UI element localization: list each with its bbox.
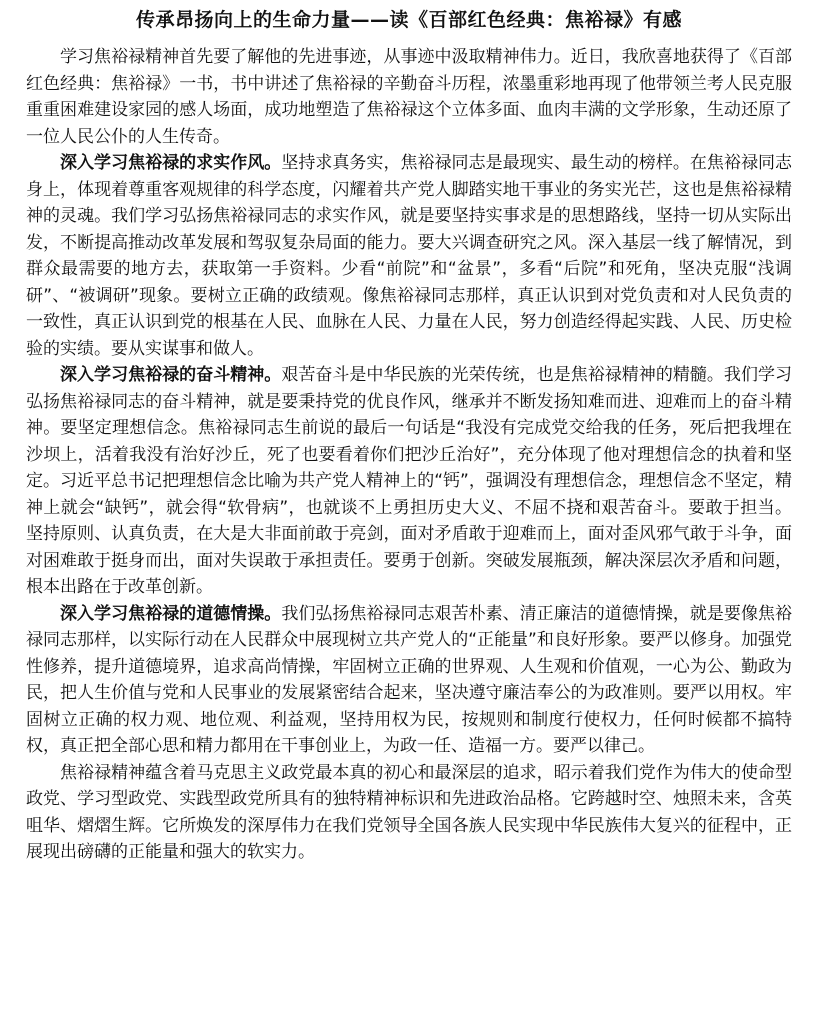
paragraph-body-moral-integrity: 我们弘扬焦裕禄同志艰苦朴素、清正廉洁的道德情操，就是要像焦裕禄同志那样，以实际行动在人民群众中展现树立共产党人的“正能量”和良好形象。要严以修身。加强党性修养，提升道德境界，追求高尚情操，牢固树立正确的世界观、人生观和价值观，一心为公、勤政为民，把人生价值与党和人民事业的发展紧密结合起来，坚决遵守廉洁奉公的为政准则。要严以用权。牢固树立正确的权力观、地位观、利益观，坚持用权为民，按规则和制度行使权力，任何时候都不搞特权，真正把全部心思和精力都用在干事创业上，为政一任、造福一方。要严以律己。 xyxy=(26,603,793,756)
paragraph-body-striving-spirit: 艰苦奋斗是中华民族的光荣传统，也是焦裕禄精神的精髓。我们学习弘扬焦裕禄同志的奋斗精神，就是要秉持党的优良作风，继承并不断发扬知难而进、迎难而上的奋斗精神。要坚定理想信念。焦裕禄同志生前说的最后一句话是“我没有完成党交给我的任务，死后把我埋在沙坝上，活着我没有治好沙丘，死了也要看着你们把沙丘治好”，充分体现了他对理想信念的执着和坚定。习近平总书记把理想信念比喻为共产党人精神上的“钙”，强调没有理想信念，理想信念不坚定，精神上就会“缺钙”，就会得“软骨病”，也就谈不上勇担历史大义、不屈不挠和艰苦奋斗。要敢于担当。坚持原则、认真负责，在大是大非面前敢于亮剑，面对矛盾敢于迎难而上，面对歪风邪气敢于斗争，面对困难敢于挺身而出，面对失误敢于承担责任。要勇于创新。突破发展瓶颈，解决深层次矛盾和问题，根本出路在于改革创新。 xyxy=(26,365,793,597)
paragraph-intro xyxy=(26,44,792,150)
paragraph-heading-moral-integrity: 深入学习焦裕禄的道德情操。 xyxy=(60,603,282,624)
paragraph-striving-spirit xyxy=(26,362,792,601)
paragraph-conclusion-text: 焦裕禄精神蕴含着马克思主义政党最本真的初心和最深层的追求，昭示着我们党作为伟大的使命型政党、学习型政党、实践型政党所具有的独特精神标识和先进政治品格。它跨越时空、烛照未来，含英咀华、熠熠生辉。它所焕发的深厚伟力在我们党领导全国各族人民实现中华民族伟大复兴的征程中，正展现出磅礴的正能量和强大的软实力。 xyxy=(26,762,792,862)
paragraph-heading-pragmatic-style: 深入学习焦裕禄的求实作风。 xyxy=(60,153,282,173)
paragraph-conclusion xyxy=(26,760,792,866)
document-title: 传承昂扬向上的生命力量——读《百部红色经典：焦裕禄》有感 xyxy=(135,9,682,31)
paragraph-heading-striving-spirit: 深入学习焦裕禄的奋斗精神。 xyxy=(60,365,282,385)
paragraph-moral-integrity xyxy=(26,601,792,760)
paragraph-intro-text: 学习焦裕禄精神首先要了解他的先进事迹，从事迹中汲取精神伟力。近日，我欣喜地获得了《百部红色经典：焦裕禄》一书，书中讲述了焦裕禄的辛勤奋斗历程，浓墨重彩地再现了他带领兰考人民克服重重困难建设家园的感人场面，成功地塑造了焦裕禄这个立体多面、血肉丰满的文学形象，生动还原了一位人民公仆的人生传奇。 xyxy=(26,47,792,147)
paragraph-pragmatic-style xyxy=(26,150,792,362)
paragraph-body-pragmatic-style: 坚持求真务实，焦裕禄同志是最现实、最生动的榜样。在焦裕禄同志身上，体现着尊重客观规律的科学态度，闪耀着共产党人脚踏实地干事业的务实光芒，这也是焦裕禄精神的灵魂。我们学习弘扬焦裕禄同志的求实作风，就是要坚持实事求是的思想路线，坚持一切从实际出发，不断提高推动改革发展和驾驭复杂局面的能力。要大兴调查研究之风。深入基层一线了解情况，到群众最需要的地方去，获取第一手资料。少看“前院”和“盆景”，多看“后院”和死角，坚决克服“浅调研”、“被调研”现象。要树立正确的政绩观。像焦裕禄同志那样，真正认识到对党负责和对人民负责的一致性，真正认识到党的根基在人民、血脉在人民、力量在人民，努力创造经得起实践、人民、历史检验的实绩。要从实谋事和做人。 xyxy=(26,153,793,359)
